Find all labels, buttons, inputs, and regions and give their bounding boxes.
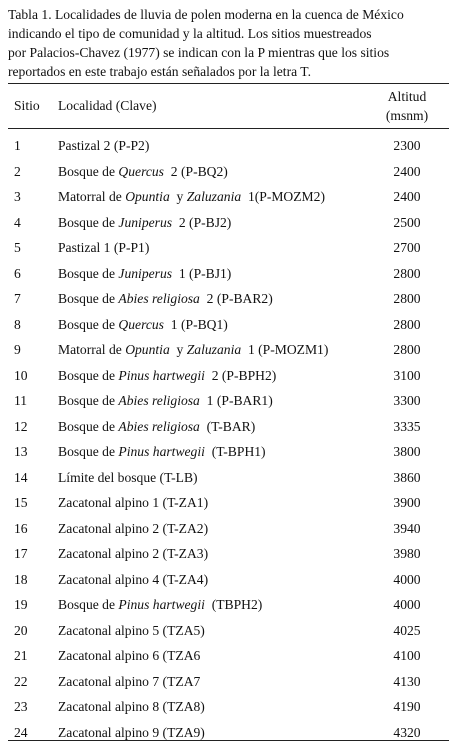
cell-sitio: 2 [14,163,21,179]
localidad-text: y [169,342,187,357]
caption-line: reportados en este trabajo están señalados por la letra T. [8,64,311,79]
cell-altitud: 2800 [393,316,421,332]
localidad-text: 1 (P-MOZM1) [241,342,329,357]
cell-localidad [58,184,325,210]
cell-altitud: 3800 [393,444,421,459]
cell-altitud: 2800 [393,265,421,281]
table-bottom-rule [8,740,449,741]
cell-localidad [58,414,255,440]
localidad-text: Bosque de [58,444,119,459]
localidad-text: Bosque de [58,265,119,281]
localidad-text: 1 (P-BQ1) [163,316,228,332]
cell-sitio: 5 [14,240,21,255]
localidad-text: Pastizal 2 (P-P2) [58,138,150,153]
table-row [0,159,455,185]
cell-localidad [58,516,208,542]
cell-altitud: 2500 [393,214,421,230]
cell-sitio: 13 [14,444,28,459]
cell-localidad [58,490,208,516]
cell-localidad [58,643,200,669]
table-header-rule [8,128,449,129]
table-row [0,312,455,338]
cell-sitio: 12 [14,418,28,434]
cell-altitud: 2400 [393,189,421,204]
cell-altitud: 2800 [393,291,421,306]
localidad-text: Bosque de [58,367,119,383]
localidad-text: Bosque de [58,316,119,332]
caption-line: Tabla 1. Localidades de lluvia de polen moderna en la cuenca de México [8,7,404,22]
localidad-text: Zacatonal alpino 4 (T-ZA4) [58,571,209,587]
cell-sitio: 11 [14,393,28,408]
header-sitio: Sitio [14,98,40,113]
species-name: Quercus [118,163,164,179]
table-row [0,669,455,695]
cell-localidad [58,133,149,159]
cell-altitud: 4000 [393,597,421,612]
species-name: Abies religiosa [118,418,200,434]
species-name: Juniperus [118,265,173,281]
table-row [0,235,455,261]
localidad-text: Bosque de [58,418,119,434]
cell-localidad [58,720,205,745]
localidad-text: Límite del bosque (T-LB) [58,469,198,485]
cell-localidad [58,465,198,491]
cell-localidad [58,618,205,644]
species-name: Quercus [118,316,164,332]
localidad-text: Zacatonal alpino 6 (TZA6 [58,648,201,663]
table-row [0,261,455,287]
table-top-rule [8,83,449,84]
table-body [0,133,455,745]
cell-localidad [58,439,266,465]
species-name: Pinus hartwegii [118,367,205,383]
table-row [0,490,455,516]
localidad-text: 2 (P-BAR2) [199,291,273,306]
cell-localidad [58,567,208,593]
cell-localidad [58,337,328,363]
caption-line: por Palacios-Chavez (1977) se indican con la P mientras que los sitios [8,45,390,60]
cell-altitud: 2300 [393,138,421,153]
cell-sitio: 4 [14,214,21,230]
cell-sitio: 17 [14,546,28,561]
cell-sitio: 23 [14,699,28,714]
table-row [0,414,455,440]
localidad-text: Zacatonal alpino 5 (TZA5) [58,622,205,638]
cell-sitio: 19 [14,597,28,612]
cell-sitio: 1 [14,138,21,153]
cell-localidad [58,694,205,720]
cell-altitud: 4000 [393,571,421,587]
cell-altitud: 3100 [393,367,421,383]
header-altitud-line1: Altitud [387,89,427,104]
localidad-text: Bosque de [58,393,119,408]
cell-sitio: 8 [14,316,21,332]
species-name: Abies religiosa [118,291,200,306]
cell-altitud: 3335 [393,418,421,434]
cell-sitio: 9 [14,342,21,357]
table-row [0,184,455,210]
cell-altitud: 4190 [393,699,421,714]
table-row [0,439,455,465]
cell-sitio: 24 [14,724,28,740]
species-name: Zaluzania [186,342,242,357]
localidad-text: 2 (P-BJ2) [172,214,232,230]
localidad-text: Zacatonal alpino 1 (T-ZA1) [58,495,209,510]
table-row [0,388,455,414]
localidad-text: Bosque de [58,291,119,306]
cell-sitio: 16 [14,520,28,536]
cell-altitud: 2400 [393,163,421,179]
localidad-text: Zacatonal alpino 9 (TZA9) [58,724,205,740]
cell-localidad [58,159,228,185]
table-row [0,363,455,389]
cell-altitud: 3940 [393,520,421,536]
localidad-text: 2 (P-BQ2) [163,163,228,179]
cell-sitio: 10 [14,367,28,383]
table-row [0,618,455,644]
localidad-text: (T-BPH1) [204,444,266,459]
cell-sitio: 18 [14,571,28,587]
localidad-text: Bosque de [58,597,119,612]
species-name: Abies religiosa [118,393,200,408]
localidad-text: Bosque de [58,163,119,179]
cell-sitio: 15 [14,495,28,510]
localidad-text: Bosque de [58,214,119,230]
species-name: Opuntia [125,189,170,204]
cell-localidad [58,363,276,389]
localidad-text: 1(P-MOZM2) [241,189,325,204]
cell-altitud: 3980 [393,546,421,561]
cell-localidad [58,286,273,312]
cell-altitud: 3300 [393,393,421,408]
table-row [0,210,455,236]
cell-sitio: 14 [14,469,28,485]
cell-localidad [58,541,208,567]
table-row [0,133,455,159]
cell-localidad [58,210,231,236]
cell-localidad [58,669,200,695]
localidad-text: Matorral de [58,189,126,204]
header-altitud-line2: (msnm) [385,108,429,123]
localidad-text: Pastizal 1 (P-P1) [58,240,150,255]
header-altitud [380,87,434,125]
cell-altitud: 4320 [393,724,421,740]
cell-altitud: 2800 [393,342,421,357]
localidad-text: (T-BAR) [199,418,256,434]
cell-localidad [58,235,149,261]
cell-localidad [58,312,228,338]
cell-localidad [58,261,231,287]
table-row [0,286,455,312]
species-name: Zaluzania [186,189,242,204]
cell-altitud: 4100 [393,648,421,663]
cell-localidad [58,592,262,618]
cell-altitud: 3860 [393,469,421,485]
cell-localidad [58,388,273,414]
table-caption [8,5,449,81]
species-name: Opuntia [125,342,170,357]
localidad-text: Zacatonal alpino 2 (T-ZA2) [58,520,209,536]
cell-altitud: 4130 [393,673,421,689]
cell-sitio: 21 [14,648,28,663]
cell-altitud: 4025 [393,622,421,638]
localidad-text: 1 (P-BAR1) [199,393,273,408]
localidad-text: (TBPH2) [204,597,263,612]
localidad-text: 1 (P-BJ1) [172,265,232,281]
cell-altitud: 2700 [393,240,421,255]
cell-sitio: 22 [14,673,28,689]
table-row [0,541,455,567]
table-row [0,567,455,593]
localidad-text: Zacatonal alpino 2 (T-ZA3) [58,546,209,561]
localidad-text: Zacatonal alpino 7 (TZA7 [58,673,201,689]
cell-sitio: 6 [14,265,21,281]
table-row [0,337,455,363]
table-row [0,592,455,618]
cell-sitio: 3 [14,189,21,204]
table-row [0,694,455,720]
table-row [0,643,455,669]
cell-sitio: 7 [14,291,21,306]
localidad-text: Zacatonal alpino 8 (TZA8) [58,699,205,714]
table-row [0,720,455,745]
cell-altitud: 3900 [393,495,421,510]
localidad-text: 2 (P-BPH2) [204,367,277,383]
caption-line: indicando el tipo de comunidad y la altitud. Los sitios muestreados [8,26,372,41]
species-name: Juniperus [118,214,173,230]
table-row [0,465,455,491]
species-name: Pinus hartwegii [118,597,205,612]
localidad-text: y [169,189,187,204]
header-localidad: Localidad (Clave) [58,98,157,113]
species-name: Pinus hartwegii [118,444,205,459]
table-row [0,516,455,542]
cell-sitio: 20 [14,622,28,638]
localidad-text: Matorral de [58,342,126,357]
